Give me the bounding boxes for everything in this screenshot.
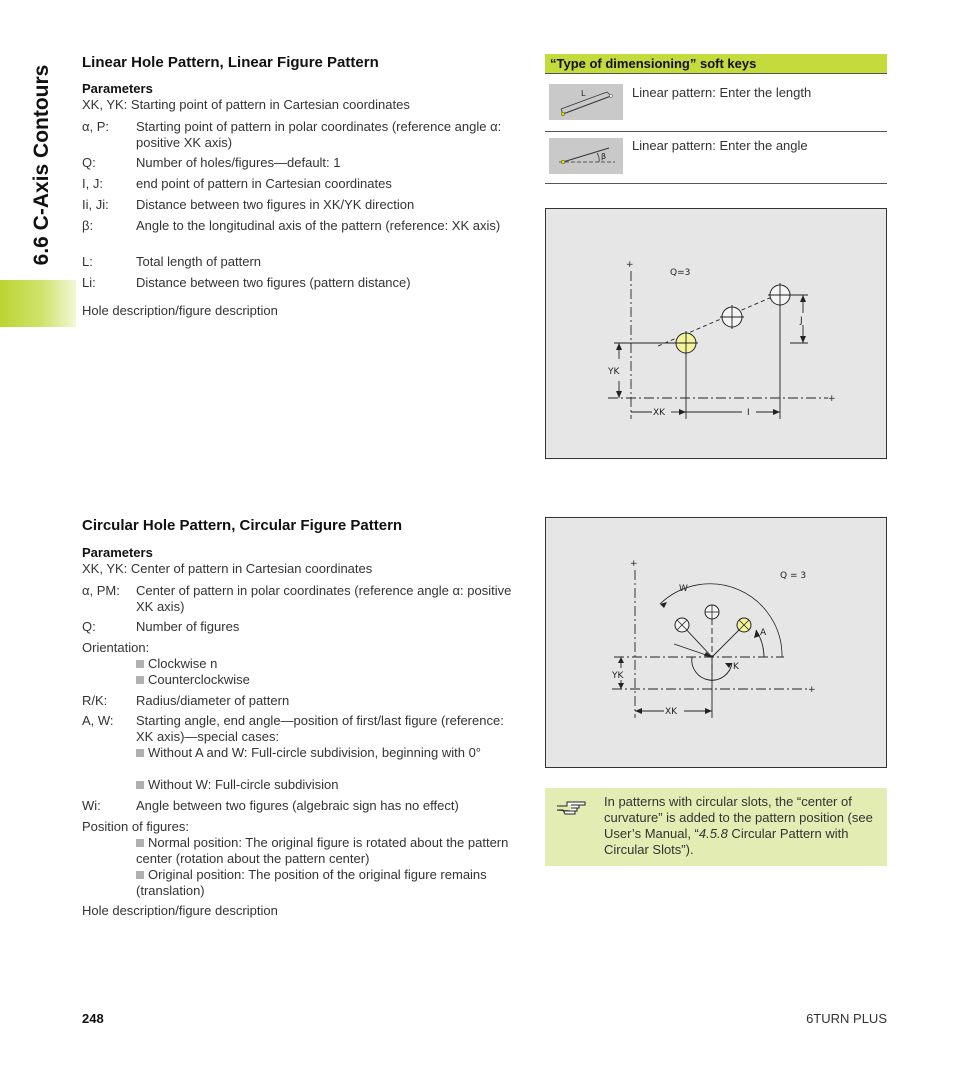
param-desc: Number of holes/figures—default: 1 xyxy=(136,155,341,170)
param-desc: Distance between two figures (pattern distance) xyxy=(136,275,411,290)
position-option xyxy=(136,867,514,899)
chapter-title-text: 6.6 C-Axis Contours xyxy=(30,64,53,266)
param-desc: Angle to the longitudinal axis of the pattern (reference: XK axis) xyxy=(136,218,501,233)
circular-intro: XK, YK: Center of pattern in Cartesian coordinates xyxy=(82,561,373,576)
param-key: α, PM: xyxy=(82,583,120,598)
yk-label: YK xyxy=(608,367,620,377)
q-label: Q = 3 xyxy=(780,571,807,581)
plus-mark: + xyxy=(626,260,634,270)
softkey-label: Linear pattern: Enter the angle xyxy=(632,138,808,153)
softkey-row xyxy=(545,74,887,132)
k-label: K xyxy=(733,662,739,672)
w-label: W xyxy=(679,584,688,594)
xk-label: XK xyxy=(653,408,666,418)
circular-pattern-figure xyxy=(545,517,887,768)
note-text-after: Circular Pattern with Circular Slots”). xyxy=(604,826,849,857)
orientation-label: Orientation: xyxy=(82,640,150,655)
aw-special-case-text: Without A and W: Full-circle subdivision, beginning with 0° xyxy=(148,745,482,760)
aw-special-case xyxy=(136,745,514,761)
j-label: J xyxy=(800,316,803,326)
note-text-before: In patterns with circular slots, the “center of curvature” is added to the pattern position (see User’s Manual, “ xyxy=(604,794,873,841)
circular-outro: Hole description/figure description xyxy=(82,903,278,918)
chapter-side-title xyxy=(20,60,64,270)
orientation-option xyxy=(136,672,250,688)
bullet-square-icon xyxy=(136,871,144,879)
param-desc: Angle between two figures (algebraic sign has no effect) xyxy=(136,798,459,813)
param-key: Ii, Ji: xyxy=(82,197,109,212)
softkeys-heading xyxy=(545,54,887,74)
linear-params-heading: Parameters xyxy=(82,81,153,96)
a-label: A xyxy=(760,628,767,638)
param-desc: Starting angle, end angle—position of first/last figure (reference: XK axis)—special cases: xyxy=(136,713,504,744)
chapter-tab-marker xyxy=(0,280,76,327)
param-desc: Starting point of pattern in polar coordinates (reference angle α: positive XK axis) xyxy=(136,119,502,150)
param-key: Wi: xyxy=(82,798,101,813)
bullet-square-icon xyxy=(136,839,144,847)
bullet-square-icon xyxy=(136,749,144,757)
bullet-square-icon xyxy=(136,676,144,684)
circular-section-heading: Circular Hole Pattern, Circular Figure Pattern xyxy=(82,517,403,534)
aw-special-case xyxy=(136,777,338,793)
page-number: 248 xyxy=(82,1011,104,1026)
aw-special-case-text: Without W: Full-circle subdivision xyxy=(148,777,339,792)
orientation-option-text: Clockwise n xyxy=(148,656,218,671)
softkeys-heading-text: “Type of dimensioning” soft keys xyxy=(550,56,757,71)
plus-mark: + xyxy=(630,559,638,569)
softkey-icon-label: L xyxy=(581,89,586,98)
param-key: I, J: xyxy=(82,176,103,191)
softkey-icon-label: β xyxy=(601,152,607,161)
param-key: Q: xyxy=(82,619,96,634)
linear-length-icon[interactable] xyxy=(549,84,623,120)
yk-label: YK xyxy=(612,671,624,681)
param-desc: Distance between two figures in XK/YK direction xyxy=(136,197,415,212)
param-desc: Radius/diameter of pattern xyxy=(136,693,290,708)
orientation-option xyxy=(136,656,217,672)
param-desc: end point of pattern in Cartesian coordinates xyxy=(136,176,392,191)
pointing-hand-icon xyxy=(555,796,589,816)
softkey-row xyxy=(545,132,887,184)
param-desc: Center of pattern in polar coordinates (reference angle α: positive XK axis) xyxy=(136,583,512,614)
param-desc: Total length of pattern xyxy=(136,254,262,269)
linear-pattern-figure xyxy=(545,208,887,459)
param-desc: Number of figures xyxy=(136,619,240,634)
linear-intro: XK, YK: Starting point of pattern in Cartesian coordinates xyxy=(82,97,410,112)
plus-mark: + xyxy=(808,685,816,695)
linear-section-heading: Linear Hole Pattern, Linear Figure Pattern xyxy=(82,54,379,71)
bullet-square-icon xyxy=(136,660,144,668)
footer-product: 6TURN PLUS xyxy=(806,1011,887,1026)
bullet-square-icon xyxy=(136,781,144,789)
param-key: L: xyxy=(82,254,93,269)
position-option xyxy=(136,835,514,867)
position-option-text: Normal position: The original figure is rotated about the pattern center (rotation about the pattern center) xyxy=(136,835,509,866)
circular-params-heading: Parameters xyxy=(82,545,153,560)
orientation-option-text: Counterclockwise xyxy=(148,672,250,687)
position-label: Position of figures: xyxy=(82,819,189,834)
param-key: R/K: xyxy=(82,693,108,708)
note-box xyxy=(545,788,887,866)
param-key: A, W: xyxy=(82,713,114,728)
param-key: Li: xyxy=(82,275,96,290)
linear-outro: Hole description/figure description xyxy=(82,303,278,318)
softkey-label: Linear pattern: Enter the length xyxy=(632,85,812,100)
param-key: β: xyxy=(82,218,94,233)
note-text xyxy=(604,794,880,858)
i-label: I xyxy=(747,408,750,418)
xk-label: XK xyxy=(665,707,678,717)
param-key: α, P: xyxy=(82,119,110,134)
note-text-ref: 4.5.8 xyxy=(698,826,728,841)
position-option-text: Original position: The position of the original figure remains (translation) xyxy=(136,867,487,898)
param-key: Q: xyxy=(82,155,96,170)
plus-mark: + xyxy=(828,394,836,404)
linear-angle-icon[interactable] xyxy=(549,138,623,174)
q-label: Q=3 xyxy=(670,268,691,278)
